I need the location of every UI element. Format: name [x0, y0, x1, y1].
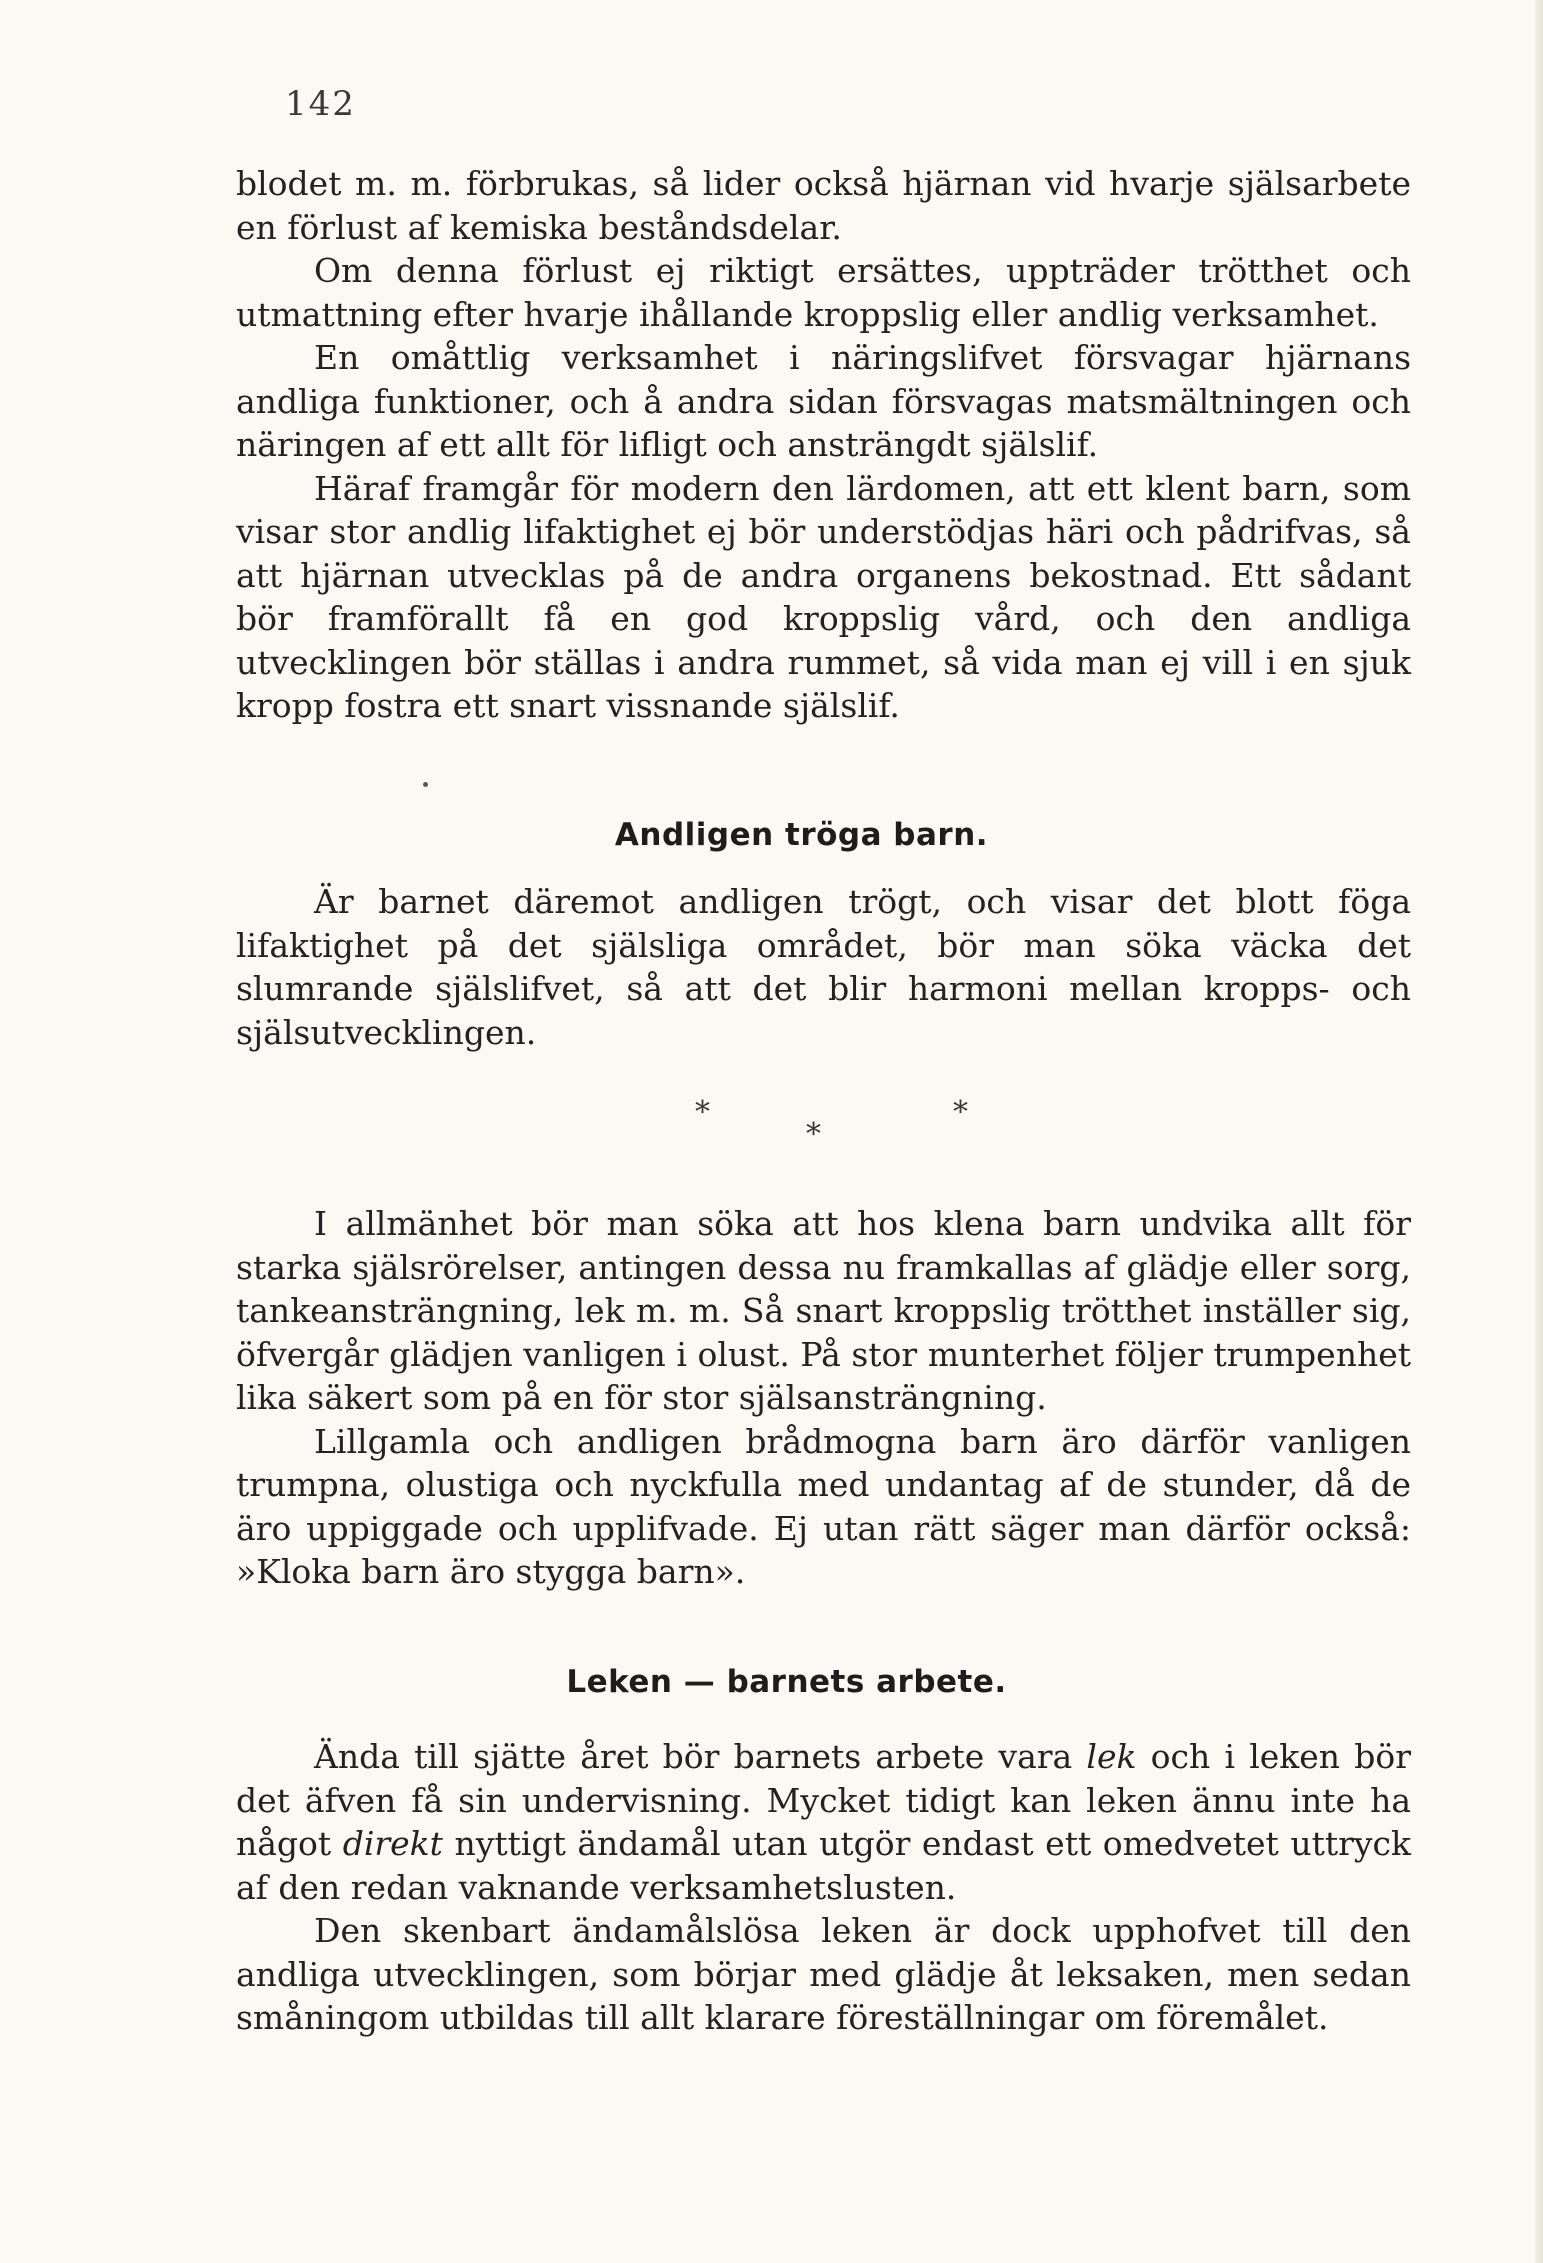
section-heading: Leken — barnets arbete. — [566, 1664, 1007, 1700]
paragraph: Om denna förlust ej riktigt ersättes, uppträder trötthet och utmattning efter hvarje ihållande kroppslig eller andlig verksamhet. — [236, 251, 1411, 334]
asterisk: * — [953, 1095, 968, 1130]
text-run: Ända till sjätte året bör barnets arbete vara — [314, 1737, 1087, 1776]
paragraph: I allmänhet bör man söka att hos klena barn undvika allt för starka själsrörelser, antingen dessa nu framkallas af glädje eller sorg, tankeansträngning, lek m. m. Så snart kroppslig trötthet inställer sig, öfvergår glädjen vanligen i olust. På stor munterhet följer trumpenhet lika säkert som på en för stor själsansträngning. — [236, 1204, 1411, 1417]
paragraph — [236, 1735, 1411, 1909]
asterism-separator — [0, 1095, 1543, 1158]
paragraph: Den skenbart ändamålslösa leken är dock upphofvet till den andliga utvecklingen, som börjar med glädje åt leksaken, men sedan småningom utbildas till allt klarare föreställningar om föremålet. — [236, 1911, 1411, 2037]
asterisk: * — [806, 1117, 821, 1152]
text-run: Mycket tidigt kan leken ännu inte ha något — [236, 1780, 1411, 1863]
asterisk: * — [695, 1095, 710, 1130]
text-block-section-2 — [236, 1735, 1411, 2040]
text-block-intro — [236, 162, 1411, 728]
text-block-after-separator — [236, 1202, 1411, 1594]
emphasis-text: lek — [1086, 1737, 1137, 1776]
text-run: och i leken bör det äfven få sin undervisning. — [236, 1737, 1412, 1820]
print-speck — [423, 782, 428, 787]
paragraph: Är barnet däremot andligen trögt, och visar det blott föga lifaktighet på det själsliga området, bör man söka väcka det slumrande själslifvet, så att det blir harmoni mellan kropps- och själsutvecklingen. — [236, 882, 1411, 1052]
page-number: 142 — [285, 84, 356, 124]
paragraph: Häraf framgår för modern den lärdomen, att ett klent barn, som visar stor andlig lifaktighet ej bör understödjas häri och pådrifvas, så att hjärnan utvecklas på de andra organens bekostnad. Ett sådant bör framförallt få en god kroppslig vård, och den andliga utvecklingen bör ställas i andra rummet, så vida man ej vill i en sjuk kropp fostra ett snart vissnande själslif. — [236, 468, 1411, 725]
paragraph-continuation: blodet m. m. förbrukas, så lider också hjärnan vid hvarje själsarbete en förlust af kemiska beståndsdelar. — [236, 164, 1411, 247]
section-heading: Andligen tröga barn. — [614, 817, 989, 853]
paragraph: Lillgamla och andligen brådmogna barn äro därför vanligen trumpna, olustiga och nyckfulla med undantag af de stunder, då de äro uppiggade och upplifvade. Ej utan rätt säger man därför också: »Kloka barn äro stygga barn». — [236, 1421, 1411, 1591]
paragraph: En omåttlig verksamhet i näringslifvet försvagar hjärnans andliga funktioner, och å andra sidan försvagas matsmältningen och näringen af ett allt för lifligt och ansträngdt själslif. — [236, 338, 1411, 464]
text-block-section-1 — [236, 880, 1411, 1054]
emphasis-text: direkt — [342, 1824, 443, 1863]
text-run: nyttigt ändamål utan utgör endast ett omedvetet uttryck af den redan vaknande verksamhetslusten. — [236, 1824, 1411, 1907]
